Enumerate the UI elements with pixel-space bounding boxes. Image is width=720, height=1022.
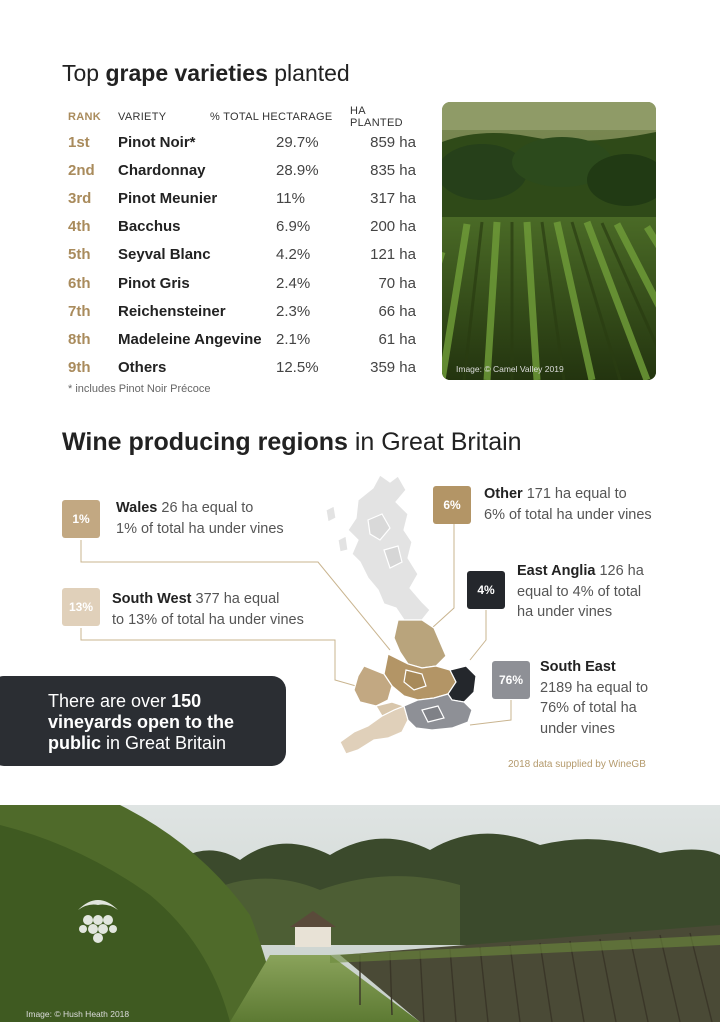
variety-cell: Chardonnay bbox=[118, 161, 206, 179]
rank-cell: 3rd bbox=[68, 189, 92, 207]
pct-cell: 6.9% bbox=[276, 218, 311, 236]
pct-cell: 4.2% bbox=[276, 246, 311, 264]
rank-cell: 2nd bbox=[68, 161, 95, 179]
ha-cell: 61 ha bbox=[378, 330, 416, 348]
ha-cell: 70 ha bbox=[378, 274, 416, 292]
wales-badge: 1% bbox=[62, 500, 100, 538]
vineyard-photo bbox=[442, 102, 656, 380]
ha-cell: 835 ha bbox=[370, 161, 416, 179]
header-variety: VARIETY bbox=[118, 111, 167, 123]
pct-cell: 12.5% bbox=[276, 359, 319, 377]
pct-cell: 29.7% bbox=[276, 133, 319, 151]
east-anglia-badge: 4% bbox=[467, 571, 505, 609]
ha-cell: 317 ha bbox=[370, 189, 416, 207]
variety-cell: Reichensteiner bbox=[118, 302, 226, 320]
variety-cell: Seyval Blanc bbox=[118, 246, 211, 264]
table-row bbox=[68, 354, 416, 382]
other-badge: 6% bbox=[433, 486, 471, 524]
header-pct: % TOTAL HECTARAGE bbox=[210, 111, 333, 123]
data-source-note: 2018 data supplied by WineGB bbox=[508, 759, 646, 770]
rank-cell: 9th bbox=[68, 359, 91, 377]
south-west-badge: 13% bbox=[62, 588, 100, 626]
table-row bbox=[68, 241, 416, 269]
wines-of-great-britain-logo bbox=[48, 865, 148, 975]
south-east-badge: 76% bbox=[492, 661, 530, 699]
south-west-text: South West 377 ha equal to 13% of total ha under vines bbox=[112, 591, 304, 628]
header-ha: HA PLANTED bbox=[350, 105, 403, 129]
table-row bbox=[68, 128, 416, 156]
vineyards-callout bbox=[0, 676, 286, 766]
pct-cell: 2.4% bbox=[276, 274, 311, 292]
ha-cell: 121 ha bbox=[370, 246, 416, 264]
vineyard-rows-illustration bbox=[442, 102, 656, 380]
ha-cell: 359 ha bbox=[370, 359, 416, 377]
rank-cell: 6th bbox=[68, 274, 91, 292]
table-footnote: * includes Pinot Noir Précoce bbox=[68, 383, 211, 395]
photo-caption: Image: © Camel Valley 2019 bbox=[456, 364, 564, 374]
varieties-title: Top grape varieties planted bbox=[62, 60, 350, 86]
other-text: Other 171 ha equal to 6% of total ha under vines bbox=[484, 486, 652, 523]
table-row bbox=[68, 325, 416, 353]
ha-cell: 66 ha bbox=[378, 302, 416, 320]
variety-cell: Bacchus bbox=[118, 218, 181, 236]
rank-cell: 1st bbox=[68, 133, 90, 151]
callout-text: There are over 150 vineyards open to the public in Great Britain bbox=[48, 691, 235, 753]
variety-cell: Pinot Gris bbox=[118, 274, 190, 292]
varieties-table bbox=[68, 106, 416, 382]
pct-cell: 2.3% bbox=[276, 302, 311, 320]
table-row bbox=[68, 297, 416, 325]
pct-cell: 2.1% bbox=[276, 330, 311, 348]
footer-vineyard-photo bbox=[0, 805, 720, 1022]
variety-cell: Others bbox=[118, 359, 167, 377]
ha-cell: 200 ha bbox=[370, 218, 416, 236]
variety-cell: Pinot Meunier bbox=[118, 189, 218, 207]
rank-cell: 4th bbox=[68, 218, 91, 236]
rank-cell: 8th bbox=[68, 330, 91, 348]
rank-cell: 7th bbox=[68, 302, 91, 320]
variety-cell: Madeleine Angevine bbox=[118, 330, 262, 348]
south-east-text: South East 2189 ha equal to 76% of total ha under vines bbox=[540, 659, 649, 737]
table-row bbox=[68, 269, 416, 297]
pct-cell: 28.9% bbox=[276, 161, 319, 179]
header-rank: RANK bbox=[68, 111, 101, 123]
table-row bbox=[68, 184, 416, 212]
rank-cell: 5th bbox=[68, 246, 91, 264]
east-anglia-text: East Anglia 126 ha equal to 4% of total ha under vines bbox=[517, 563, 644, 620]
pct-cell: 11% bbox=[276, 189, 305, 207]
table-header bbox=[68, 106, 416, 128]
wales-text: Wales 26 ha equal to 1% of total ha under vines bbox=[116, 500, 284, 537]
variety-cell: Pinot Noir* bbox=[118, 133, 196, 151]
table-row bbox=[68, 213, 416, 241]
table-row bbox=[68, 156, 416, 184]
footer-photo-caption: Image: © Hush Heath 2018 bbox=[26, 1009, 130, 1019]
regions-title: Wine producing regions in Great Britain bbox=[62, 428, 522, 456]
ha-cell: 859 ha bbox=[370, 133, 416, 151]
